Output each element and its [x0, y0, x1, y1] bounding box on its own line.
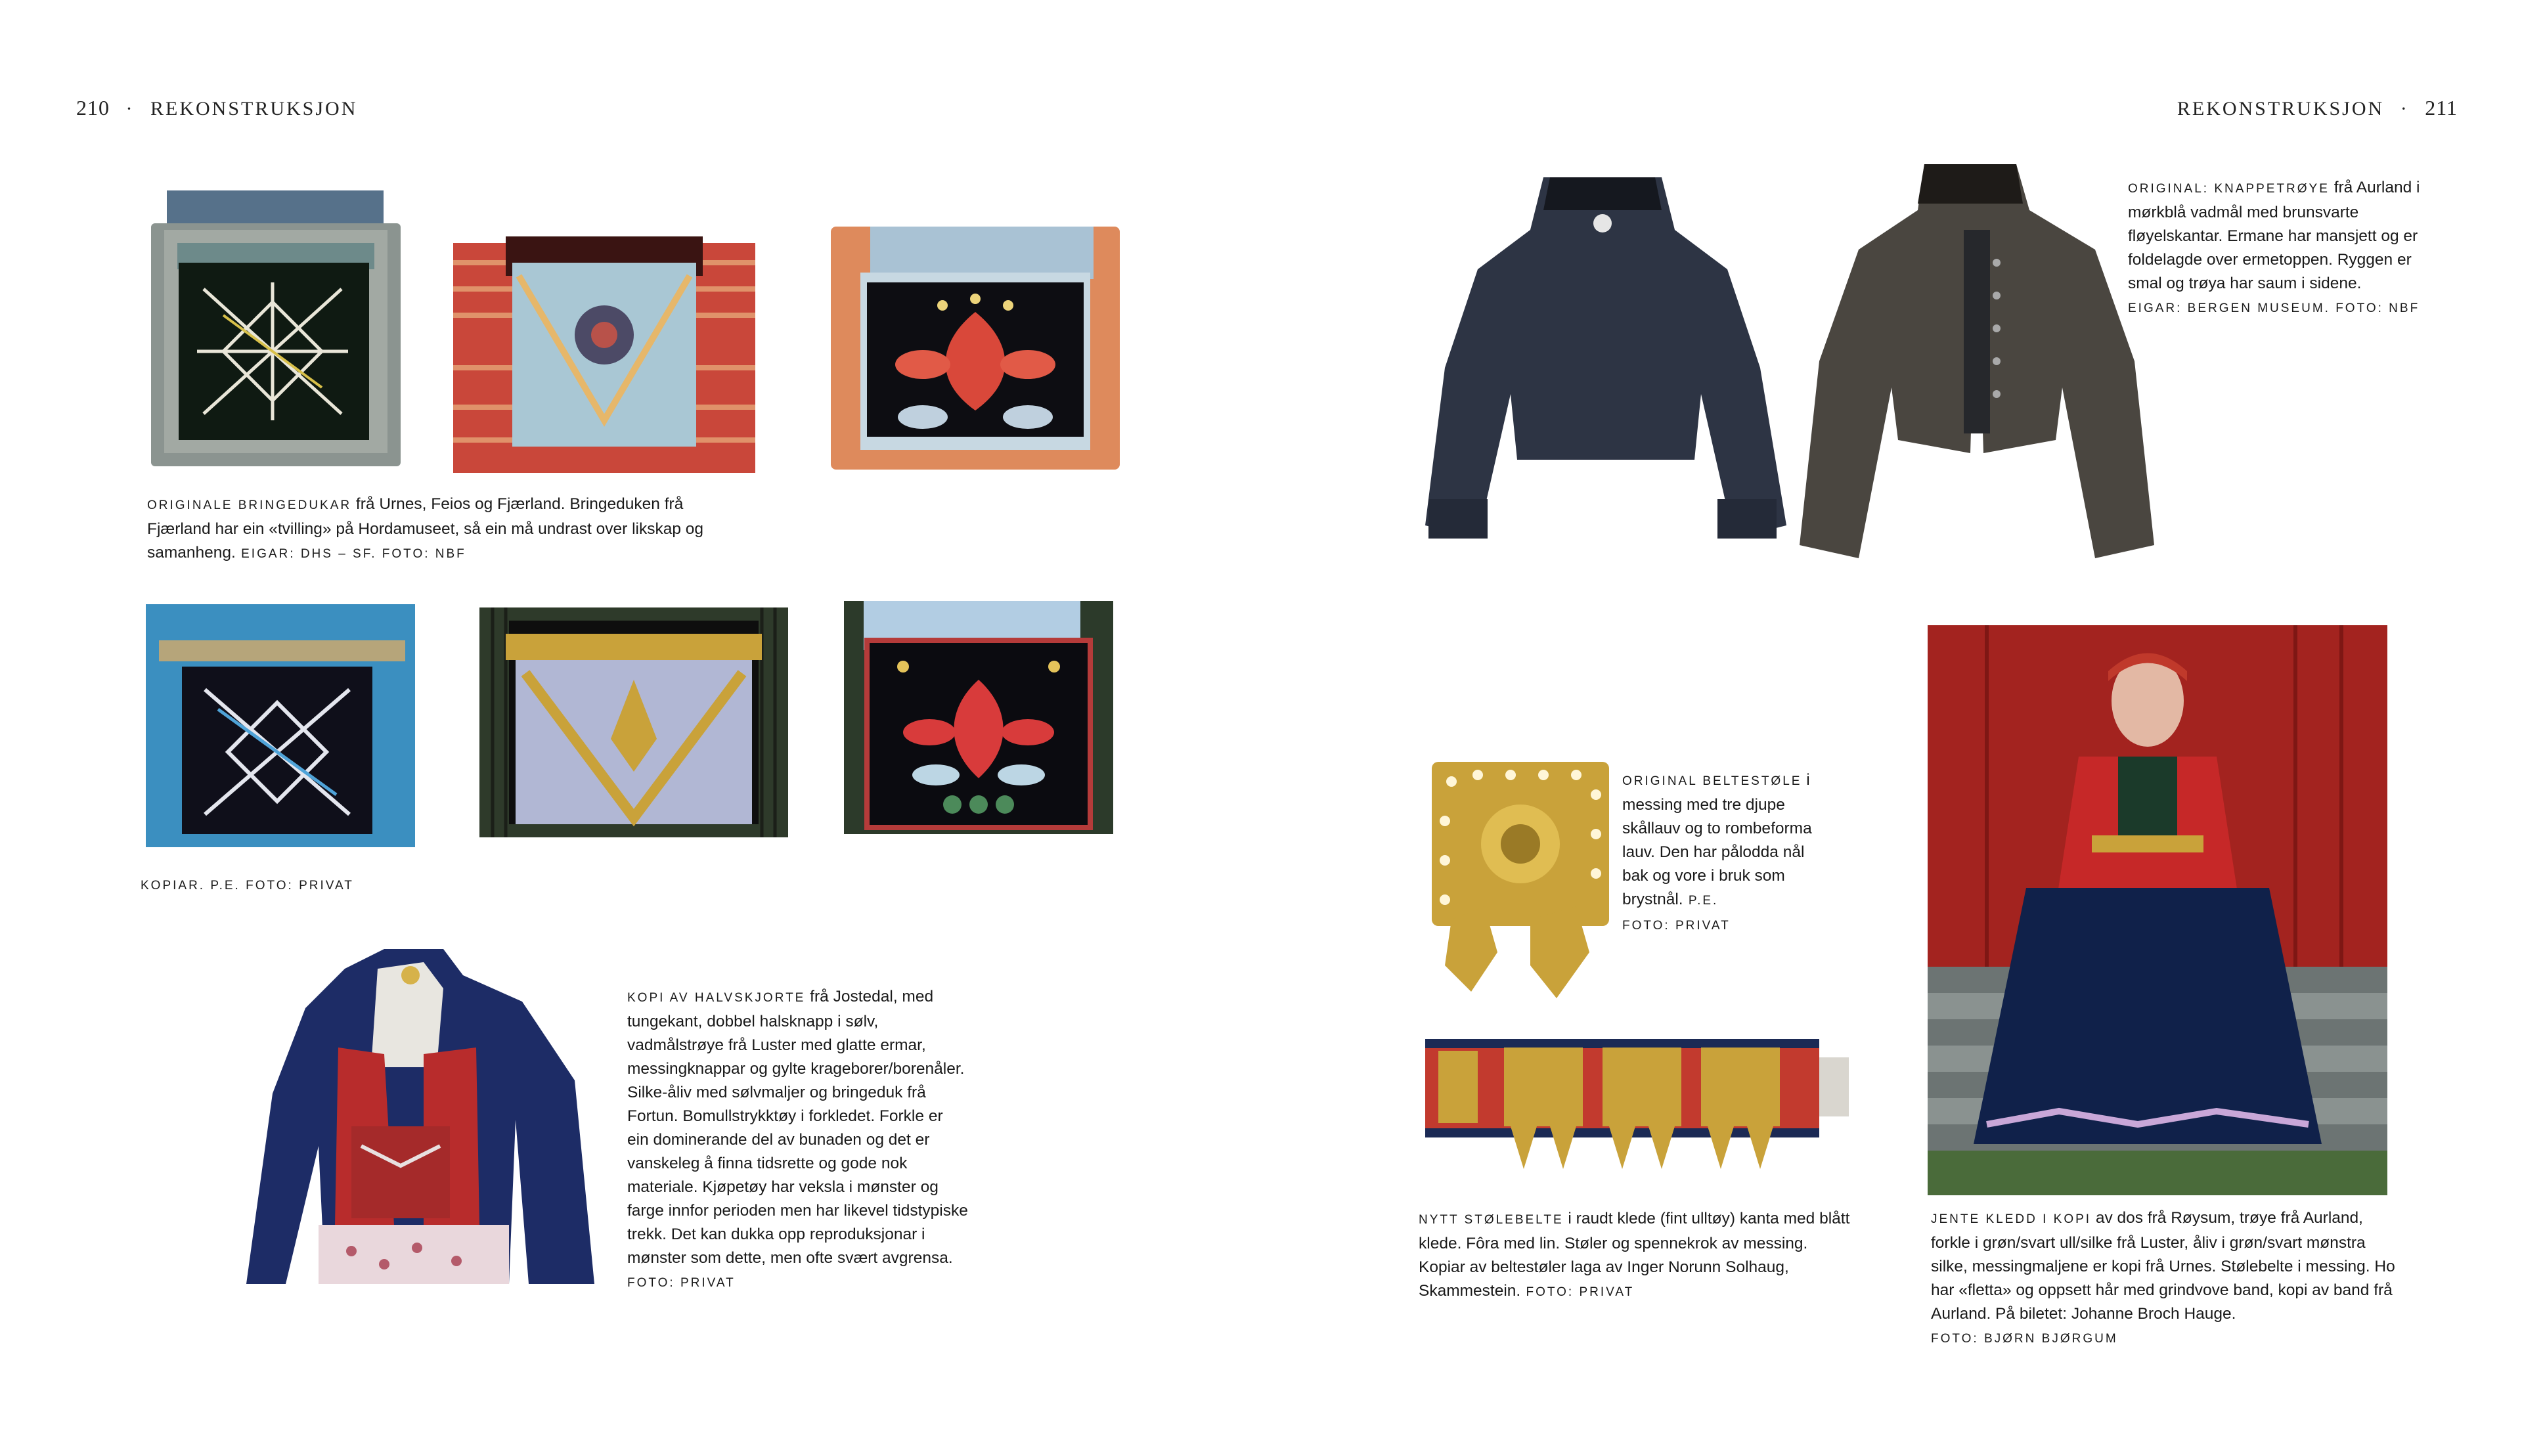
caption-jente-lead: JENTE KLEDD I KOPI [1931, 1212, 2092, 1226]
photo-knappetroye-back [1419, 171, 1786, 578]
caption-stolebelte [1419, 1207, 1852, 1304]
right-page-header [2177, 96, 2458, 120]
photo-knappetroye-front [1800, 164, 2154, 578]
caption-beltestole-credit: FOTO: PRIVAT [1622, 919, 1731, 933]
photo-kopi-bringeduk-blue [146, 604, 415, 847]
photo-beltestole [1425, 755, 1629, 1005]
caption-knappetroye-text: frå Aurland i mørkblå vadmål med brunsvarte fløyelskantar. Ermane har mansjett og er foldelagde over ermetoppen. Ryggen er smal og trøya har saum i sidene. [2128, 179, 2420, 292]
caption-bringedukar-text: frå Urnes, Feios og Fjærland. Bringeduken frå Fjærland har ein «tvilling» på Hordamuseet, så ein må undrast over likskap og samanheng. [147, 495, 704, 562]
caption-jente-credit: FOTO: BJØRN BJØRGUM [1931, 1332, 2118, 1346]
caption-beltestole [1622, 768, 1819, 938]
right-header-separator: · [2400, 98, 2409, 120]
left-page-header [76, 96, 357, 120]
caption-stolebelte-credit: FOTO: PRIVAT [1520, 1285, 1635, 1299]
caption-beltestole-lead: ORIGINAL BELTESTØLE [1622, 774, 1802, 788]
photo-stolebelte [1425, 1031, 1852, 1189]
caption-bringedukar-credit: EIGAR: DHS – SF. FOTO: NBF [235, 547, 466, 561]
left-page-number: 210 [76, 96, 110, 120]
caption-knappetroye-credit: EIGAR: BERGEN MUSEUM. FOTO: NBF [2128, 301, 2420, 315]
caption-bringedukar [147, 493, 738, 566]
caption-jente-text: av dos frå Røysum, trøye frå Aurland, forkle i grøn/svart ull/silke frå Luster, åliv i grøn/svart mønstra silke, messingmaljene er kopi frå Urnes. Stølebelte i messing. Ho har «fletta» og oppsett hår med grindvove band, kopi av band frå Aurland. På biletet: Johanne Broch Hauge. [1931, 1209, 2395, 1323]
caption-halvskjorte-text: frå Jostedal, med tungekant, dobbel halsknapp i sølv, vadmålstrøye frå Luster med glatte ermar, messingknappar og gylte krageborer/borenåler. Silke-åliv med sølvmaljer og bringeduk frå Fortun. Bomullstrykktøy i forkledet. Forkle er ein dominerande del av bunaden og det er vanskeleg å finna tidsrette og gode nok materiale. Kjøpetøy har veksla i mønster og farge innfor perioden men har likevel tidstypiske trekk. Det kan dukka opp reproduksjonar i mønster som dette, men ofte svært avgrensa. [627, 988, 968, 1267]
caption-beltestole-credit-inline: P.E. [1683, 894, 1719, 908]
caption-knappetroye [2128, 176, 2437, 320]
photo-bunad-halvskjorte [246, 949, 594, 1284]
caption-jente [1931, 1206, 2404, 1351]
left-running-head: REKONSTRUKSJON [150, 98, 358, 120]
photo-bringeduk-fjaerland [831, 227, 1120, 470]
caption-stolebelte-text: i raudt klede (fint ulltøy) kanta med blått klede. Fôra med lin. Støler og spennekrok av messing. Kopiar av beltestøler laga av Inger Norunn Solhaug, Skammestein. [1419, 1210, 1850, 1300]
caption-halvskjorte-lead: KOPI AV HALVSKJORTE [627, 991, 806, 1005]
caption-knappetroye-lead: ORIGINAL: KNAPPETRØYE [2128, 182, 2330, 196]
caption-kopiar [141, 873, 354, 898]
caption-stolebelte-lead: NYTT STØLEBELTE [1419, 1213, 1564, 1227]
photo-bringeduk-feios [453, 236, 755, 473]
photo-bringeduk-urnes [151, 190, 401, 466]
caption-halvskjorte-credit: FOTO: PRIVAT [627, 1276, 736, 1290]
left-header-separator: · [125, 98, 135, 120]
photo-jente-i-bunad [1928, 625, 2387, 1195]
caption-kopiar-credit: KOPIAR. P.E. FOTO: PRIVAT [141, 879, 354, 893]
right-running-head: REKONSTRUKSJON [2177, 98, 2385, 120]
photo-kopi-bringeduk-red-flower [844, 601, 1113, 834]
caption-halvskjorte [627, 985, 969, 1295]
caption-bringedukar-lead: ORIGINALE BRINGEDUKAR [147, 498, 352, 512]
right-page-number: 211 [2425, 96, 2458, 120]
photo-kopi-bringeduk-gold [479, 607, 788, 837]
caption-beltestole-text: i messing med tre djupe skållauv og to rombeforma lauv. Den har pålodda nål bak og vore i bruk som brystnål. [1622, 771, 1812, 908]
